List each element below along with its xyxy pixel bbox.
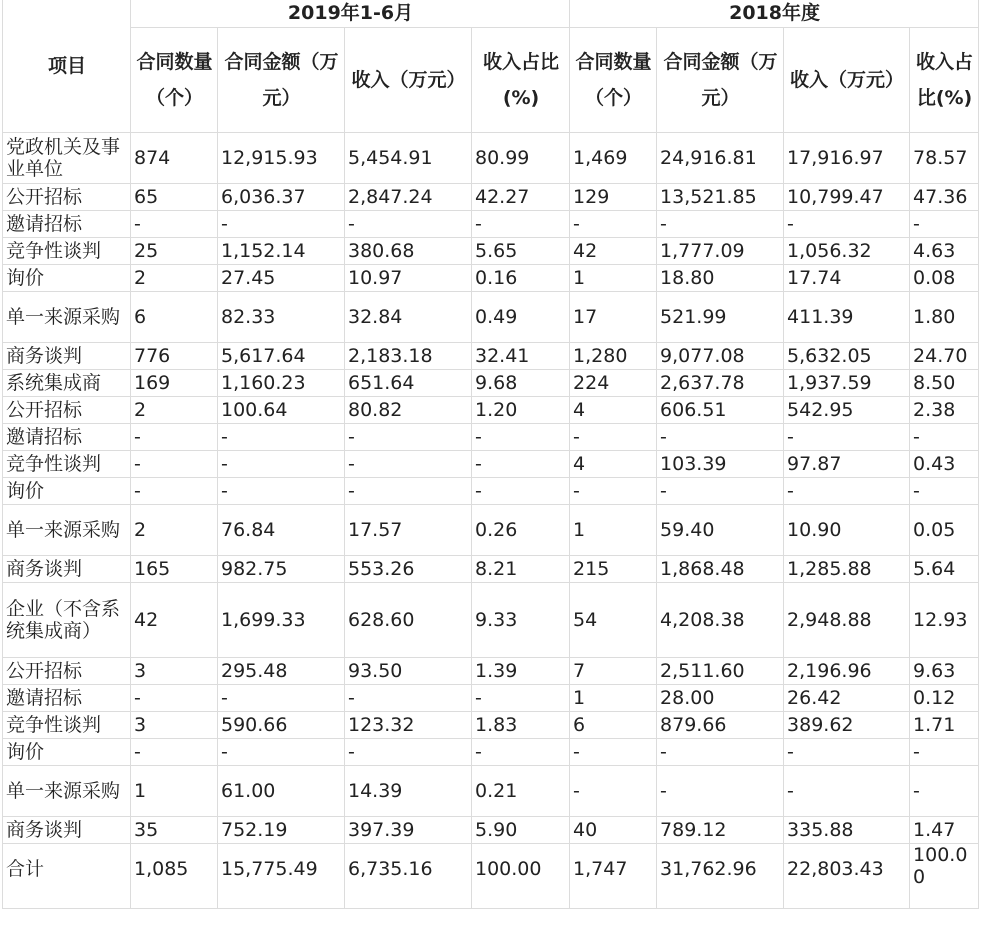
cell-d4: 0.12: [910, 685, 979, 712]
cell-c4: -: [472, 424, 570, 451]
cell-c3: 553.26: [345, 556, 472, 583]
row-label: 单一来源采购: [3, 766, 131, 817]
cell-c2: 27.45: [218, 265, 345, 292]
cell-c1: -: [131, 211, 218, 238]
cell-d2: 2,637.78: [657, 370, 784, 397]
cell-c1: 2: [131, 397, 218, 424]
cell-d2: 24,916.81: [657, 133, 784, 184]
cell-c3: 93.50: [345, 658, 472, 685]
row-label: 询价: [3, 478, 131, 505]
cell-c2: 12,915.93: [218, 133, 345, 184]
cell-d1: 7: [570, 658, 657, 685]
cell-c3: -: [345, 685, 472, 712]
cell-c2: 1,699.33: [218, 583, 345, 658]
cell-c2: 5,617.64: [218, 343, 345, 370]
cell-c1: 1: [131, 766, 218, 817]
cell-c4: -: [472, 685, 570, 712]
cell-c4: 0.26: [472, 505, 570, 556]
cell-c4: 8.21: [472, 556, 570, 583]
table-row: [3, 817, 979, 844]
cell-c4: 5.90: [472, 817, 570, 844]
cell-d4: 1.47: [910, 817, 979, 844]
cell-c1: -: [131, 739, 218, 766]
cell-d1: 4: [570, 451, 657, 478]
cell-d3: 17,916.97: [784, 133, 910, 184]
cell-d4: -: [910, 478, 979, 505]
cell-d2: 521.99: [657, 292, 784, 343]
row-label: 公开招标: [3, 658, 131, 685]
cell-c4: 0.49: [472, 292, 570, 343]
cell-d4: 1.71: [910, 712, 979, 739]
cell-c1: 2: [131, 265, 218, 292]
cell-d1: 215: [570, 556, 657, 583]
cell-d1: 1,280: [570, 343, 657, 370]
cell-d2: 31,762.96: [657, 844, 784, 909]
table-row: [3, 238, 979, 265]
cell-d2: 13,521.85: [657, 184, 784, 211]
cell-d1: -: [570, 766, 657, 817]
contract-revenue-table: [2, 0, 979, 909]
cell-c1: -: [131, 478, 218, 505]
cell-c1: 874: [131, 133, 218, 184]
cell-d2: -: [657, 766, 784, 817]
cell-d1: 40: [570, 817, 657, 844]
cell-c1: -: [131, 424, 218, 451]
table-row: [3, 505, 979, 556]
cell-c1: 776: [131, 343, 218, 370]
cell-d1: -: [570, 739, 657, 766]
cell-c3: 397.39: [345, 817, 472, 844]
cell-c4: 5.65: [472, 238, 570, 265]
cell-d3: 542.95: [784, 397, 910, 424]
cell-d3: 2,196.96: [784, 658, 910, 685]
cell-c2: 295.48: [218, 658, 345, 685]
header-2018-revenue: 收入（万元）: [784, 28, 910, 133]
table-row: [3, 685, 979, 712]
header-period-2019: 2019年1-6月: [131, 0, 570, 28]
cell-d4: 4.63: [910, 238, 979, 265]
cell-c4: 0.16: [472, 265, 570, 292]
cell-c2: 15,775.49: [218, 844, 345, 909]
cell-c3: 17.57: [345, 505, 472, 556]
cell-c3: -: [345, 211, 472, 238]
cell-d2: -: [657, 424, 784, 451]
cell-d3: 2,948.88: [784, 583, 910, 658]
cell-d1: 224: [570, 370, 657, 397]
table-row: [3, 478, 979, 505]
row-label: 公开招标: [3, 397, 131, 424]
table-row: [3, 370, 979, 397]
cell-c1: 25: [131, 238, 218, 265]
cell-d3: 1,285.88: [784, 556, 910, 583]
cell-d4: 2.38: [910, 397, 979, 424]
cell-c3: 5,454.91: [345, 133, 472, 184]
cell-c4: 100.00: [472, 844, 570, 909]
cell-d3: -: [784, 766, 910, 817]
cell-c1: 2: [131, 505, 218, 556]
cell-c1: 42: [131, 583, 218, 658]
cell-c4: 9.68: [472, 370, 570, 397]
cell-c3: 2,847.24: [345, 184, 472, 211]
table-row: [3, 397, 979, 424]
cell-d2: 1,777.09: [657, 238, 784, 265]
header-period-2018: 2018年度: [570, 0, 979, 28]
cell-d3: 17.74: [784, 265, 910, 292]
header-2019-revenue-share: 收入占比(%): [472, 28, 570, 133]
cell-c3: -: [345, 424, 472, 451]
cell-d4: 12.93: [910, 583, 979, 658]
table-row: [3, 265, 979, 292]
cell-c3: 6,735.16: [345, 844, 472, 909]
cell-c1: 6: [131, 292, 218, 343]
cell-c1: 3: [131, 712, 218, 739]
cell-d4: -: [910, 211, 979, 238]
table-row: [3, 583, 979, 658]
cell-d1: 42: [570, 238, 657, 265]
cell-d1: 1,469: [570, 133, 657, 184]
cell-d1: 129: [570, 184, 657, 211]
cell-d2: 606.51: [657, 397, 784, 424]
cell-d3: -: [784, 739, 910, 766]
row-label: 竞争性谈判: [3, 238, 131, 265]
cell-d2: -: [657, 739, 784, 766]
cell-d2: 103.39: [657, 451, 784, 478]
cell-c3: -: [345, 739, 472, 766]
cell-c1: -: [131, 451, 218, 478]
cell-d3: -: [784, 211, 910, 238]
cell-c4: 1.39: [472, 658, 570, 685]
row-label: 公开招标: [3, 184, 131, 211]
cell-d2: 1,868.48: [657, 556, 784, 583]
cell-d3: 10.90: [784, 505, 910, 556]
row-label: 合计: [3, 844, 131, 909]
table-row: [3, 292, 979, 343]
cell-c2: 76.84: [218, 505, 345, 556]
table-row: [3, 451, 979, 478]
cell-c2: 82.33: [218, 292, 345, 343]
cell-d1: 17: [570, 292, 657, 343]
cell-d2: 879.66: [657, 712, 784, 739]
cell-d4: 78.57: [910, 133, 979, 184]
cell-d4: 100.00: [910, 844, 979, 909]
cell-d3: 10,799.47: [784, 184, 910, 211]
cell-c1: 35: [131, 817, 218, 844]
cell-d2: 28.00: [657, 685, 784, 712]
row-label: 系统集成商: [3, 370, 131, 397]
cell-c4: 1.83: [472, 712, 570, 739]
cell-c2: 61.00: [218, 766, 345, 817]
cell-c2: -: [218, 685, 345, 712]
row-label: 询价: [3, 739, 131, 766]
cell-c2: -: [218, 451, 345, 478]
table-row: [3, 211, 979, 238]
cell-c2: 100.64: [218, 397, 345, 424]
cell-c3: -: [345, 451, 472, 478]
cell-d3: 97.87: [784, 451, 910, 478]
cell-c1: -: [131, 685, 218, 712]
cell-d3: 22,803.43: [784, 844, 910, 909]
cell-d2: 59.40: [657, 505, 784, 556]
cell-d1: 4: [570, 397, 657, 424]
table-row: [3, 844, 979, 909]
cell-c1: 3: [131, 658, 218, 685]
table-row: [3, 556, 979, 583]
row-label: 单一来源采购: [3, 505, 131, 556]
cell-d4: -: [910, 766, 979, 817]
row-label: 党政机关及事业单位: [3, 133, 131, 184]
cell-d1: 1,747: [570, 844, 657, 909]
cell-c3: 628.60: [345, 583, 472, 658]
table-row: [3, 343, 979, 370]
cell-d3: 389.62: [784, 712, 910, 739]
row-label: 询价: [3, 265, 131, 292]
cell-d2: 789.12: [657, 817, 784, 844]
header-2018-contract-count: 合同数量（个）: [570, 28, 657, 133]
header-item: 项目: [3, 0, 131, 133]
cell-c3: 10.97: [345, 265, 472, 292]
header-2019-contract-amount: 合同金额（万元）: [218, 28, 345, 133]
cell-d2: 2,511.60: [657, 658, 784, 685]
cell-c1: 1,085: [131, 844, 218, 909]
cell-d4: 0.08: [910, 265, 979, 292]
cell-d2: -: [657, 211, 784, 238]
row-label: 商务谈判: [3, 343, 131, 370]
cell-d3: 411.39: [784, 292, 910, 343]
cell-d4: 24.70: [910, 343, 979, 370]
cell-c2: -: [218, 478, 345, 505]
cell-d4: -: [910, 739, 979, 766]
cell-c2: 6,036.37: [218, 184, 345, 211]
cell-c4: 0.21: [472, 766, 570, 817]
cell-c2: -: [218, 739, 345, 766]
table-row: [3, 424, 979, 451]
cell-c4: 32.41: [472, 343, 570, 370]
cell-c3: -: [345, 478, 472, 505]
cell-c1: 169: [131, 370, 218, 397]
cell-c2: 982.75: [218, 556, 345, 583]
table-row: [3, 658, 979, 685]
cell-d1: 1: [570, 505, 657, 556]
cell-c3: 123.32: [345, 712, 472, 739]
cell-d3: -: [784, 478, 910, 505]
cell-d3: 1,937.59: [784, 370, 910, 397]
cell-d4: 9.63: [910, 658, 979, 685]
table-row: [3, 133, 979, 184]
table-row: [3, 739, 979, 766]
cell-c3: 80.82: [345, 397, 472, 424]
cell-d3: 5,632.05: [784, 343, 910, 370]
cell-d4: -: [910, 424, 979, 451]
cell-d1: 1: [570, 265, 657, 292]
row-label: 商务谈判: [3, 817, 131, 844]
header-2019-contract-count: 合同数量（个）: [131, 28, 218, 133]
row-label: 商务谈判: [3, 556, 131, 583]
cell-d3: -: [784, 424, 910, 451]
cell-d4: 47.36: [910, 184, 979, 211]
cell-d2: 18.80: [657, 265, 784, 292]
cell-c2: -: [218, 211, 345, 238]
cell-c1: 65: [131, 184, 218, 211]
cell-c2: 1,160.23: [218, 370, 345, 397]
cell-c3: 651.64: [345, 370, 472, 397]
row-label: 邀请招标: [3, 211, 131, 238]
cell-d1: 54: [570, 583, 657, 658]
cell-c4: 80.99: [472, 133, 570, 184]
cell-d4: 5.64: [910, 556, 979, 583]
row-label: 竞争性谈判: [3, 451, 131, 478]
cell-c3: 2,183.18: [345, 343, 472, 370]
cell-c4: 1.20: [472, 397, 570, 424]
cell-d4: 1.80: [910, 292, 979, 343]
header-2018-contract-amount: 合同金额（万元）: [657, 28, 784, 133]
cell-c2: 1,152.14: [218, 238, 345, 265]
row-label: 邀请招标: [3, 424, 131, 451]
table-row: [3, 712, 979, 739]
cell-d2: 9,077.08: [657, 343, 784, 370]
cell-d4: 0.05: [910, 505, 979, 556]
header-2019-revenue: 收入（万元）: [345, 28, 472, 133]
table-row: [3, 184, 979, 211]
cell-d4: 8.50: [910, 370, 979, 397]
table-row: [3, 766, 979, 817]
cell-c4: 9.33: [472, 583, 570, 658]
cell-d2: -: [657, 478, 784, 505]
cell-d3: 26.42: [784, 685, 910, 712]
header-2018-revenue-share: 收入占比(%): [910, 28, 979, 133]
cell-d1: 6: [570, 712, 657, 739]
cell-d1: -: [570, 478, 657, 505]
cell-c4: 42.27: [472, 184, 570, 211]
cell-d2: 4,208.38: [657, 583, 784, 658]
cell-c4: -: [472, 739, 570, 766]
cell-d3: 335.88: [784, 817, 910, 844]
cell-c3: 380.68: [345, 238, 472, 265]
cell-c4: -: [472, 451, 570, 478]
cell-d1: 1: [570, 685, 657, 712]
cell-c2: 590.66: [218, 712, 345, 739]
row-label: 单一来源采购: [3, 292, 131, 343]
cell-c2: 752.19: [218, 817, 345, 844]
cell-c3: 14.39: [345, 766, 472, 817]
cell-c4: -: [472, 211, 570, 238]
cell-c1: 165: [131, 556, 218, 583]
row-label: 企业（不含系统集成商）: [3, 583, 131, 658]
row-label: 竞争性谈判: [3, 712, 131, 739]
cell-d4: 0.43: [910, 451, 979, 478]
cell-c2: -: [218, 424, 345, 451]
cell-c3: 32.84: [345, 292, 472, 343]
cell-c4: -: [472, 478, 570, 505]
row-label: 邀请招标: [3, 685, 131, 712]
cell-d3: 1,056.32: [784, 238, 910, 265]
cell-d1: -: [570, 211, 657, 238]
cell-d1: -: [570, 424, 657, 451]
